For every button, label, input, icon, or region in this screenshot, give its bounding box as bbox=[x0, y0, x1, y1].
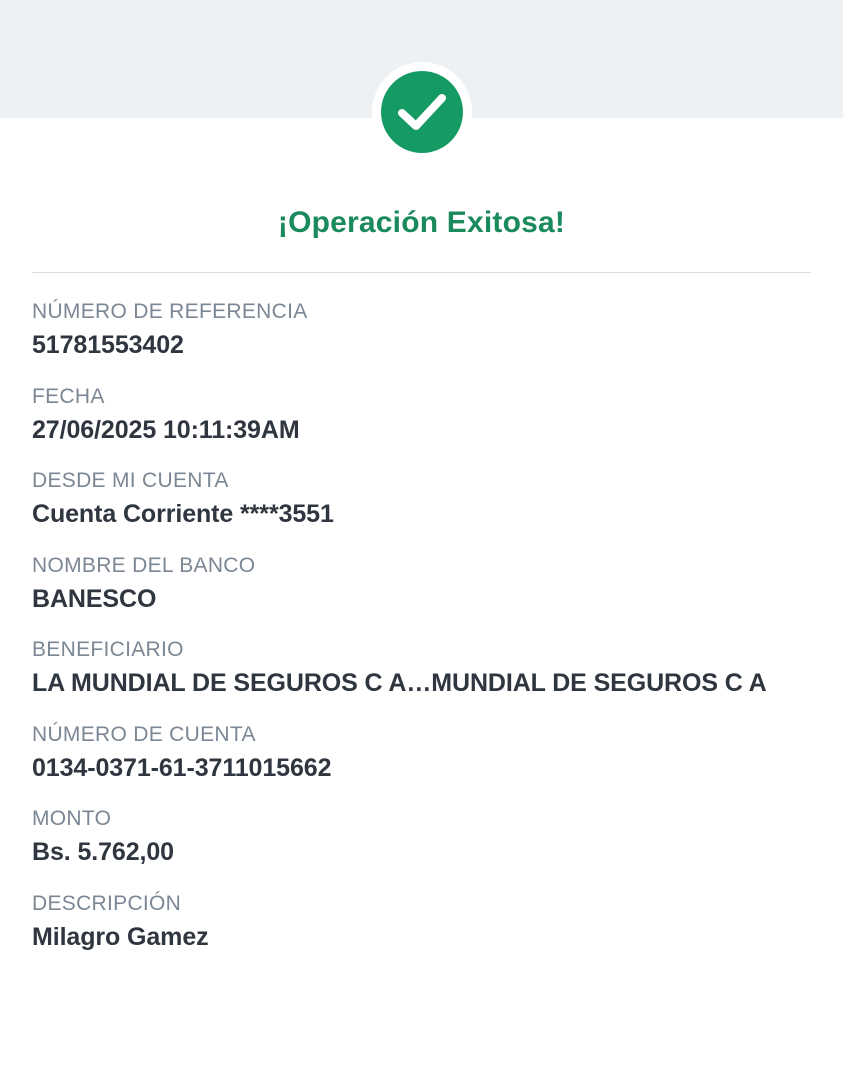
field-value: Cuenta Corriente ****3551 bbox=[32, 500, 334, 529]
field-value: 51781553402 bbox=[32, 331, 184, 360]
receipt-field bbox=[32, 806, 811, 869]
receipt-field bbox=[32, 553, 811, 616]
receipt-content bbox=[0, 118, 843, 953]
receipt-field bbox=[32, 637, 811, 700]
field-value: 0134-0371-61-3711015662 bbox=[32, 753, 332, 782]
receipt-field bbox=[32, 384, 811, 447]
field-label: NOMBRE DEL BANCO bbox=[32, 553, 256, 577]
receipt-field bbox=[32, 299, 811, 362]
field-value: BANESCO bbox=[32, 584, 157, 613]
field-value: LA MUNDIAL DE SEGUROS C A…MUNDIAL DE SEGUROS C A bbox=[32, 669, 767, 698]
field-label: DESDE MI CUENTA bbox=[32, 469, 229, 492]
field-value: Milagro Gamez bbox=[32, 922, 209, 951]
receipt-field-list bbox=[32, 273, 811, 953]
success-title: ¡Operación Exitosa! bbox=[277, 206, 566, 239]
receipt-field bbox=[32, 468, 811, 531]
field-label: NÚMERO DE REFERENCIA bbox=[32, 300, 308, 323]
field-label: NÚMERO DE CUENTA bbox=[32, 722, 256, 746]
receipt-field bbox=[32, 891, 811, 954]
receipt-field bbox=[32, 722, 811, 785]
field-label: DESCRIPCIÓN bbox=[32, 891, 182, 915]
field-label: BENEFICIARIO bbox=[32, 638, 184, 661]
field-value: Bs. 5.762,00 bbox=[32, 838, 174, 867]
field-label: MONTO bbox=[32, 807, 112, 830]
field-value: 27/06/2025 10:11:39AM bbox=[32, 415, 300, 444]
field-label: FECHA bbox=[32, 384, 105, 408]
